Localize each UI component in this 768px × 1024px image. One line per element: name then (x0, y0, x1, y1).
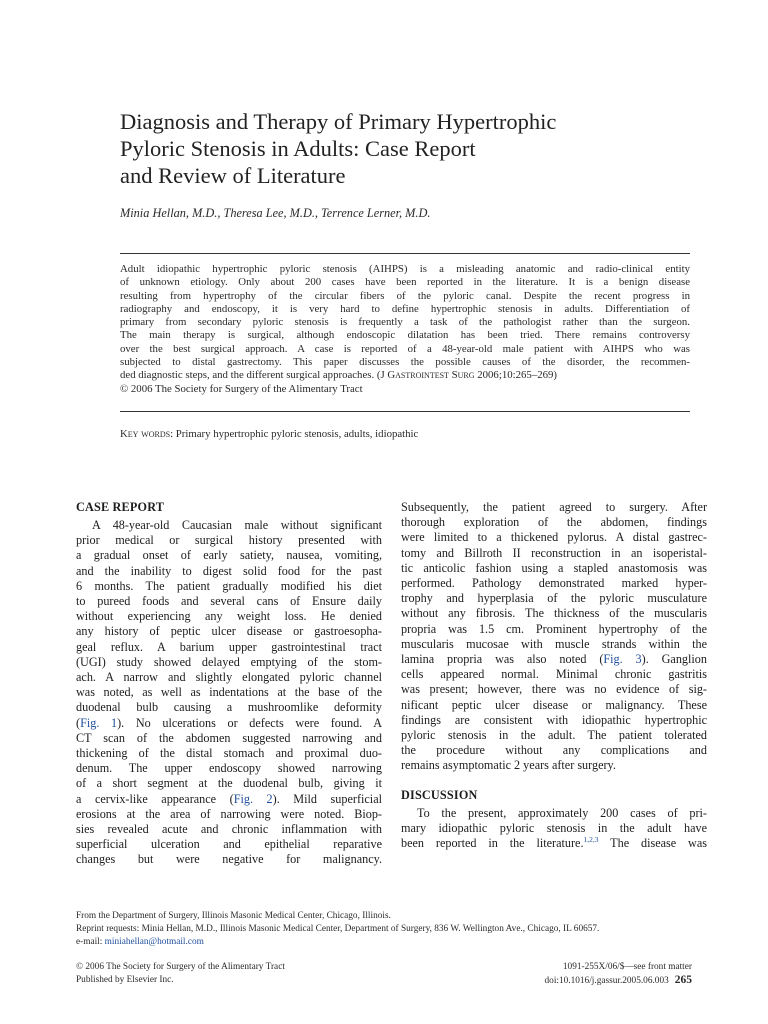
title-line: Pyloric Stenosis in Adults: Case Report (120, 136, 476, 161)
body-line: were limited to a thickened pylorus. A distal gastrec- (401, 530, 707, 545)
body-line: thorough exploration of the abdomen, findings (401, 515, 707, 530)
body-line: 6 months. The patient gradually modified his diet (76, 578, 382, 593)
affiliation-footnote (76, 910, 706, 949)
left-column (76, 500, 382, 868)
body-line-segment: lamina propria was also noted ( (401, 652, 604, 667)
body-line: a gradual onset of early satiety, nausea, vomiting, (76, 548, 382, 563)
body-line: geal reflux. A barium upper gastrointestinal tract (76, 639, 382, 654)
body-line: ach. A narrow and slightly elongated pyloric channel (76, 670, 382, 685)
keywords-label: Key words (120, 428, 171, 440)
email-label: e-mail: (76, 937, 105, 947)
body-line: cells appeared normal. Minimal chronic gastritis (401, 667, 707, 682)
body-line: prior medical or surgical history presented with (76, 533, 382, 548)
keywords-text: : Primary hypertrophic pyloric stenosis, adults, idiopathic (170, 428, 419, 440)
body-line: CT scan of the abdomen suggested narrowing and (76, 730, 382, 745)
abstract-line: over the best surgical approach. A case is reported of a 48-year-old male patient with AIHPS who was (120, 342, 690, 355)
body-line-segment: a cervix-like appearance ( (76, 791, 234, 806)
body-line: To the present, approximately 200 cases of pri- (417, 805, 707, 820)
citation-tail: 2006;10:265–269) (474, 369, 558, 382)
page-number: 265 (674, 974, 692, 986)
body-line-with-figure-ref (401, 652, 707, 667)
body-line: tic anticolic fashion using a stapled anastomosis was (401, 560, 707, 575)
body-line: superficial ulceration and epithelial reparative (76, 837, 382, 852)
title-line: Diagnosis and Therapy of Primary Hypertrophic (120, 109, 557, 134)
footer-publisher: Published by Elsevier Inc. (76, 975, 174, 985)
body-line: without experiencing any weight loss. He denied (76, 609, 382, 624)
footer-copyright: © 2006 The Society for Surgery of the Alimentary Tract (76, 962, 285, 972)
abstract-line: The main therapy is surgical, although endoscopic dilatation has been tried. There remains controversy (120, 329, 690, 342)
body-line: Subsequently, the patient agreed to surgery. After (401, 500, 707, 514)
body-line: performed. Pathology demonstrated marked hyper- (401, 576, 707, 591)
body-line: denum. The upper endoscopy showed narrowing (76, 761, 382, 776)
body-line: changes but were negative for malignancy. (76, 852, 382, 867)
body-line: A 48-year-old Caucasian male without significant (92, 518, 382, 532)
body-line-segment: The disease was (598, 836, 707, 851)
body-line: findings are consistent with idiopathic hypertrophic (401, 712, 707, 727)
right-column (401, 500, 707, 851)
body-line: was noted, as well as indentations at the base of the (76, 685, 382, 700)
body-line: any history of peptic ulcer disease or gastroesopha- (76, 624, 382, 639)
body-line-with-figure-ref: (Fig. 1). No ulcerations or defects were found. A (76, 715, 382, 730)
body-line-with-refs (401, 836, 707, 851)
body-line: of a short segment at the duodenal bulb, giving it (76, 776, 382, 791)
abstract-bottom-rule (120, 411, 690, 412)
body-line: without any fibrosis. The thickness of the muscularis (401, 606, 707, 621)
body-line: thickening of the distal stomach and proximal duo- (76, 746, 382, 761)
body-line: (UGI) study showed delayed emptying of the stom- (76, 654, 382, 669)
body-line: remains asymptomatic 2 years after surgery. (401, 758, 616, 773)
article-title (120, 108, 680, 189)
abstract-line: radiography and endoscopy, it is very hard to define hypertrophic stenosis in adults. Differentiation of (120, 302, 690, 315)
body-line: propria was 1.5 cm. Prominent hypertrophy of the (401, 621, 707, 636)
body-line: erosions at the area of narrowing were noted. Biop- (76, 806, 382, 821)
body-line: and the inability to digest solid food for the past (76, 563, 382, 578)
discussion-heading: DISCUSSION (401, 787, 478, 802)
body-line-segment: . No ulcerations or defects were found. A (121, 715, 382, 730)
figure-2-link[interactable]: Fig. 2 (233, 791, 273, 806)
abstract-line: resulting from hypertrophy of the circular fibers of the pyloric canal. Despite the recent progress in (120, 289, 690, 302)
figure-1-link[interactable]: Fig. 1 (80, 715, 118, 730)
abstract-line: subjected to distal gastrectomy. This paper discusses the possible causes of the disorder, the recommen- (120, 356, 690, 369)
body-line: tomy and Billroth II reconstruction in an isoperistal- (401, 545, 707, 560)
abstract-citation-line (120, 369, 690, 382)
body-line: sies revealed acute and chronic inflammation with (76, 822, 382, 837)
body-line-with-figure-ref (76, 792, 382, 807)
body-line-segment: been reported in the literature. (401, 836, 584, 851)
footer-issn: 1091-255X/06/$—see front matter (562, 962, 692, 972)
affiliation-line: From the Department of Surgery, Illinois Masonic Medical Center, Chicago, Illinois. (76, 911, 391, 921)
body-line: trophy and hyperplasia of the pyloric musculature (401, 591, 707, 606)
body-line: nificant peptic ulcer disease or malignancy. These (401, 697, 707, 712)
email-link[interactable]: miniahellan@hotmail.com (104, 937, 204, 947)
footer-doi-line (545, 974, 692, 988)
author-list: Minia Hellan, M.D., Theresa Lee, M.D., Terrence Lerner, M.D. (120, 206, 431, 220)
abstract-top-rule (120, 253, 690, 254)
body-line: mary idiopathic pyloric stenosis in the adult have (401, 820, 707, 835)
abstract-line: of unknown etiology. Only about 200 cases have been reported in the literature. It is a benign disease (120, 276, 690, 289)
journal-name: Gastrointest Surg (387, 369, 475, 382)
email-line (76, 936, 706, 949)
abstract (120, 263, 690, 396)
section-gap (401, 774, 707, 788)
body-line-segment: ). Mild superficial (272, 791, 382, 806)
footer-right (545, 961, 692, 988)
keywords (120, 428, 418, 440)
footer-left (76, 961, 285, 987)
reference-citation-link[interactable]: 1,2,3 (583, 835, 599, 844)
footer-doi: doi:10.1016/j.gassur.2005.06.003 (544, 976, 669, 986)
body-line: pyloric stenosis in the adult. The patient tolerated (401, 728, 707, 743)
body-line: muscularis mucosae with muscle strands within the (401, 636, 707, 651)
figure-3-link[interactable]: Fig. 3 (603, 652, 642, 667)
body-line: the procedure without any complications and (401, 743, 707, 758)
body-line: to pureed foods and several cans of Ensure daily (76, 594, 382, 609)
body-line-segment: ). Ganglion (641, 652, 707, 667)
abstract-line: ded diagnostic steps, and the different surgical approaches. (J (120, 369, 385, 382)
title-line: and Review of Literature (120, 163, 346, 188)
case-report-heading: CASE REPORT (76, 500, 165, 514)
body-line: was present; however, there was no evidence of sig- (401, 682, 707, 697)
abstract-line: Adult idiopathic hypertrophic pyloric stenosis (AIHPS) is a misleading anatomic and radio-clinical entity (120, 263, 690, 275)
abstract-copyright: © 2006 The Society for Surgery of the Alimentary Tract (120, 382, 363, 395)
reprint-line: Reprint requests: Minia Hellan, M.D., Illinois Masonic Medical Center, Department of Surgery, 836 W. Wellington Ave., Chicago, IL 60657. (76, 924, 600, 934)
abstract-line: primary from secondary pyloric stenosis is frequently a task of the pathologist rather than the surgeon. (120, 316, 690, 329)
body-line: duodenal bulb causing a mushroomlike deformity (76, 700, 382, 715)
